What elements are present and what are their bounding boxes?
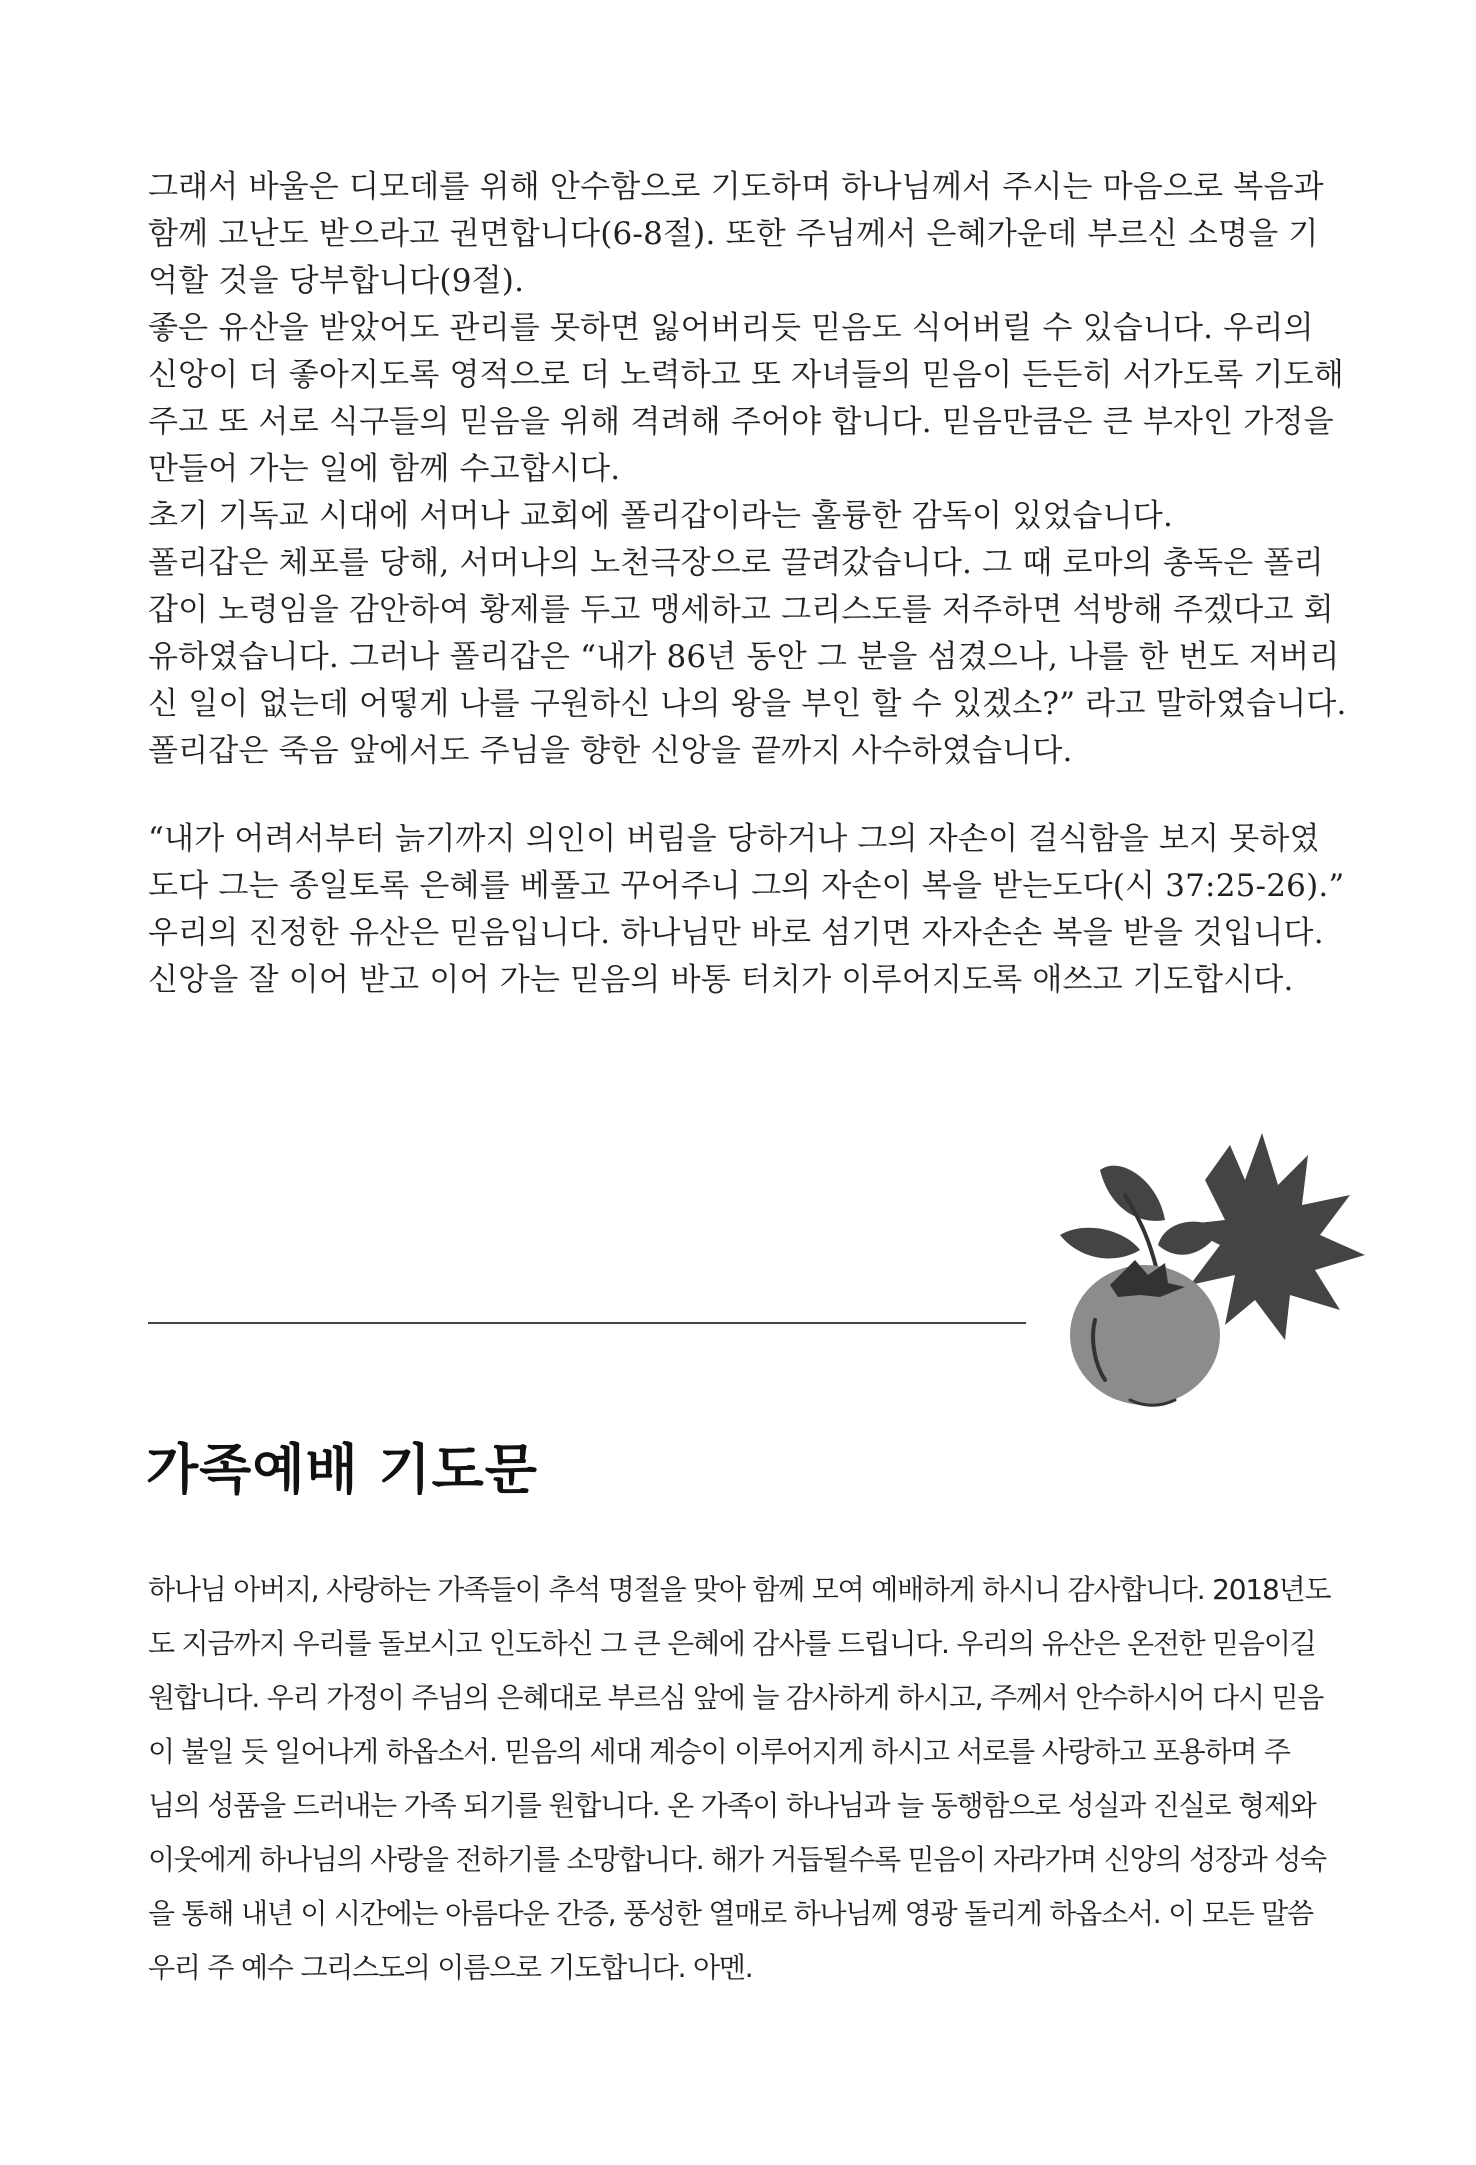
body-line: “내가 어려서부터 늙기까지 의인이 버림을 당하거나 그의 자손이 걸식함을 보지 못하였	[148, 821, 1320, 857]
body-line: 우리의 진정한 유산은 믿음입니다. 하나님만 바로 섬기면 자자손손 복을 받을 것입니다.	[148, 915, 1324, 951]
body-line: 초기 기독교 시대에 서머나 교회에 폴리갑이라는 훌륭한 감독이 있었습니다.	[148, 498, 1174, 534]
section-divider	[148, 1322, 1026, 1324]
prayer-line: 이 불일 듯 일어나게 하옵소서. 믿음의 세대 계승이 이루어지게 하시고 서로를 사랑하고 포용하며 주	[148, 1735, 1290, 1768]
body-line: 만들어 가는 일에 함께 수고합시다.	[148, 451, 621, 487]
prayer-line: 을 통해 내년 이 시간에는 아름다운 간증, 풍성한 열매로 하나님께 영광 돌리게 하옵소서. 이 모든 말씀	[148, 1897, 1313, 1930]
prayer-line: 님의 성품을 드러내는 가족 되기를 원합니다. 온 가족이 하나님과 늘 동행함으로 성실과 진실로 형제와	[148, 1789, 1316, 1822]
small-leaf-right	[1158, 1222, 1220, 1255]
body-line: 함께 고난도 받으라고 권면합니다(6-8절). 또한 주님께서 은혜가운데 부르신 소명을 기	[148, 216, 1319, 252]
body-line: 신 일이 없는데 어떻게 나를 구원하신 나의 왕을 부인 할 수 있겠소?” 라고 말하였습니다.	[148, 686, 1347, 722]
prayer-title: 가족예배 기도문	[146, 1438, 538, 1501]
body-text-section-1	[148, 164, 1372, 775]
body-line: 폴리갑은 체포를 당해, 서머나의 노천극장으로 끌려갔습니다. 그 때 로마의 총독은 폴리	[148, 545, 1324, 581]
small-leaf-left	[1100, 1166, 1165, 1221]
prayer-line: 이웃에게 하나님의 사랑을 전하기를 소망합니다. 해가 거듭될수록 믿음이 자라가며 신앙의 성장과 성숙	[148, 1843, 1327, 1876]
body-line: 그래서 바울은 디모데를 위해 안수함으로 기도하며 하나님께서 주시는 마음으로 복음과	[148, 169, 1324, 205]
body-line: 갑이 노령임을 감안하여 황제를 두고 맹세하고 그리스도를 저주하면 석방해 주겠다고 회	[148, 592, 1334, 628]
body-line: 신앙을 잘 이어 받고 이어 가는 믿음의 바통 터치가 이루어지도록 애쓰고 기도합시다.	[148, 962, 1294, 998]
body-text-section-2	[148, 816, 1372, 1004]
prayer-line: 하나님 아버지, 사랑하는 가족들이 추석 명절을 맞아 함께 모여 예배하게 하시니 감사합니다. 2018년도	[148, 1573, 1331, 1606]
body-line: 도다 그는 종일토록 은혜를 베풀고 꾸어주니 그의 자손이 복을 받는도다(시 37:25-26).”	[148, 868, 1345, 904]
prayer-line: 우리 주 예수 그리스도의 이름으로 기도합니다. 아멘.	[148, 1951, 753, 1984]
body-line: 주고 또 서로 식구들의 믿음을 위해 격려해 주어야 합니다. 믿음만큼은 큰 부자인 가정을	[148, 404, 1334, 440]
prayer-text	[148, 1563, 1372, 1995]
body-line: 억할 것을 당부합니다(9절).	[148, 263, 525, 299]
body-line: 좋은 유산을 받았어도 관리를 못하면 잃어버리듯 믿음도 식어버릴 수 있습니다. 우리의	[148, 310, 1314, 346]
persimmon-with-leaves-icon	[1040, 1125, 1372, 1425]
body-line: 신앙이 더 좋아지도록 영적으로 더 노력하고 또 자녀들의 믿음이 든든히 서가도록 기도해	[148, 357, 1344, 393]
body-line: 폴리갑은 죽음 앞에서도 주님을 향한 신앙을 끝까지 사수하였습니다.	[148, 733, 1073, 769]
body-line: 유하였습니다. 그러나 폴리갑은 “내가 86년 동안 그 분을 섬겼으나, 나를 한 번도 저버리	[148, 639, 1340, 675]
prayer-line: 도 지금까지 우리를 돌보시고 인도하신 그 큰 은혜에 감사를 드립니다. 우리의 유산은 온전한 믿음이길	[148, 1627, 1316, 1660]
prayer-line: 원합니다. 우리 가정이 주님의 은혜대로 부르심 앞에 늘 감사하게 하시고, 주께서 안수하시어 다시 믿음	[148, 1681, 1324, 1714]
small-leaf-bottom	[1060, 1228, 1140, 1259]
